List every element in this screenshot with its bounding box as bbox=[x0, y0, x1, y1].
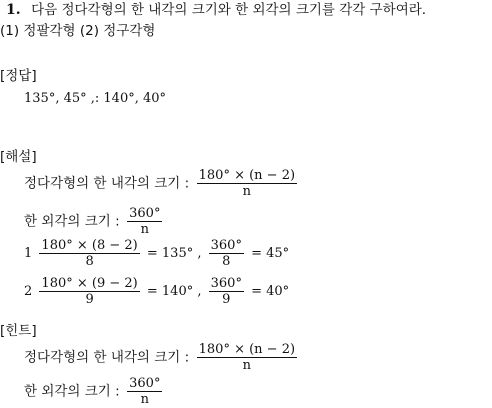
exterior-result: = 45° bbox=[251, 246, 290, 261]
line-index: 1 bbox=[24, 246, 33, 261]
exterior-angle-label: 한 외각의 크기 : bbox=[24, 383, 120, 400]
problem-number: 1. bbox=[6, 2, 21, 18]
answer-text: 135°, 45° ,: 140°, 40° bbox=[24, 91, 167, 106]
exterior-result: = 40° bbox=[251, 284, 290, 299]
explanation-line-1 bbox=[24, 238, 289, 269]
explanation-interior-formula bbox=[24, 168, 300, 199]
fraction-numerator: 360° bbox=[129, 206, 161, 221]
fraction-numerator: 360° bbox=[210, 238, 242, 253]
fraction-denominator: n bbox=[242, 358, 252, 373]
interior-fraction bbox=[39, 276, 139, 307]
fraction-numerator: 360° bbox=[129, 376, 161, 391]
fraction-denominator: n bbox=[242, 184, 252, 199]
fraction-numerator: 180° × (n − 2) bbox=[198, 168, 296, 183]
exterior-fraction bbox=[127, 206, 162, 237]
fraction-numerator: 360° bbox=[210, 276, 242, 291]
fraction-denominator: 9 bbox=[222, 292, 231, 307]
exterior-fraction bbox=[209, 276, 244, 307]
interior-result: = 135° , bbox=[146, 246, 202, 261]
explanation-label: [해설] bbox=[0, 149, 37, 165]
hint-interior-formula bbox=[24, 342, 300, 373]
problem-text: 다음 정다각형의 한 내각의 크기와 한 외각의 크기를 각각 구하여라. bbox=[31, 2, 427, 18]
hint-exterior-formula bbox=[24, 376, 165, 407]
problem-parts: (1) 정팔각형 (2) 정구각형 bbox=[0, 23, 156, 39]
fraction-numerator: 180° × (9 − 2) bbox=[41, 276, 138, 291]
interior-result: = 140° , bbox=[146, 284, 202, 299]
interior-fraction bbox=[39, 238, 139, 269]
line-index: 2 bbox=[24, 284, 33, 299]
fraction-numerator: 180° × (n − 2) bbox=[198, 342, 296, 357]
exterior-angle-label: 한 외각의 크기 : bbox=[24, 213, 120, 230]
hint-label: [힌트] bbox=[0, 323, 37, 339]
fraction-numerator: 180° × (8 − 2) bbox=[41, 238, 138, 253]
exterior-fraction bbox=[209, 238, 244, 269]
problem-statement bbox=[6, 1, 426, 19]
interior-angle-label: 정다각형의 한 내각의 크기 : bbox=[24, 349, 190, 366]
answer-label: [정답] bbox=[0, 68, 37, 84]
explanation-line-2 bbox=[24, 276, 289, 307]
fraction-denominator: 8 bbox=[222, 254, 231, 269]
interior-fraction bbox=[197, 342, 297, 373]
explanation-exterior-formula bbox=[24, 206, 165, 237]
exterior-fraction bbox=[127, 376, 162, 407]
fraction-denominator: n bbox=[140, 222, 149, 237]
interior-angle-label: 정다각형의 한 내각의 크기 : bbox=[24, 175, 190, 192]
interior-fraction bbox=[197, 168, 297, 199]
fraction-denominator: 9 bbox=[85, 292, 94, 307]
fraction-denominator: n bbox=[140, 392, 149, 407]
fraction-denominator: 8 bbox=[85, 254, 94, 269]
